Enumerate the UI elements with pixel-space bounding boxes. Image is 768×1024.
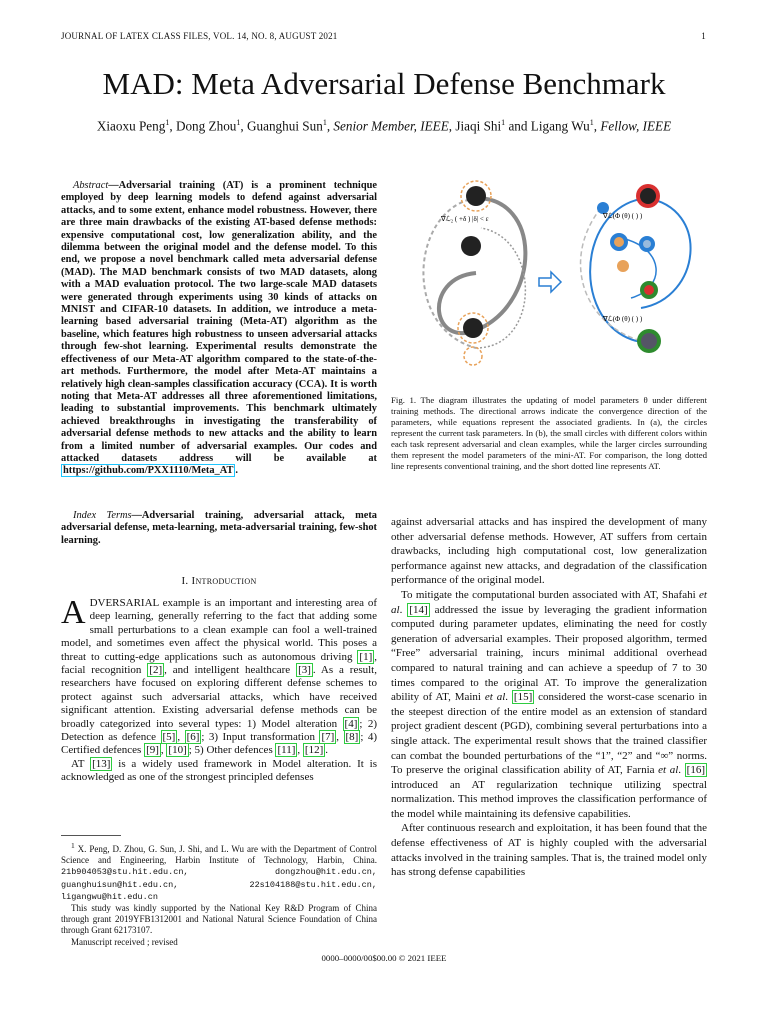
- citation-link[interactable]: [15]: [513, 691, 533, 704]
- drop-cap: A: [61, 594, 86, 631]
- task-param-circle: [466, 186, 486, 206]
- page-footer: 0000–0000/00$00.00 © 2021 IEEE: [321, 953, 447, 963]
- author: Ligang Wu: [530, 118, 590, 134]
- citation-link[interactable]: [7]: [321, 731, 335, 744]
- citation-link[interactable]: [1]: [359, 650, 373, 663]
- citation-link[interactable]: [14]: [409, 603, 428, 616]
- figure-caption: Fig. 1. The diagram illustrates the updating of model parameters θ under different training methods. The directional arrows indicate the convergence direction of the parameters, while equations represent the associated gradients. In (a), the circles represent the current task parameters. In (b), the small circles with different colors within each task represent adversarial and clean examples, while the larger circles surrounding them represent the model parameters of the mini-AT. For comparison, the long dotted line represents conventional training, and the short dotted line represents AT.: [391, 395, 707, 471]
- citation-link[interactable]: [10]: [168, 744, 187, 757]
- index-terms-label: Index Terms: [73, 510, 132, 521]
- code-link[interactable]: https://github.com/PXX1110/Meta_AT: [63, 465, 234, 477]
- author-role: Fellow, IEEE: [600, 118, 672, 134]
- author: Jiaqi Shi: [455, 118, 502, 134]
- panel-a-spiral: [423, 181, 525, 365]
- figure-1: [391, 178, 707, 388]
- panel-b-meta: [581, 184, 691, 353]
- right-column-text: against adversarial attacks and has inspired the development of many other adversarial defense methods. However, AT suffers from certain drawbacks, including high computational cost, low generalization performance against new attacks, and degradation of the classification performance of the original model. To mitigate the computational burden associated with AT, Shafahi et al. [14] addressed the issue by leveraging the gradient information computed during parameter updates, eliminating the need for costly generation of adversarial examples. Their proposed algorithm, termed “Free” adversarial training, incurs minimal additional overhead compared to natural training and can achieve a speedup of 7 to 30 times compared to the original AT. To improve the generalization ability of AT, Maini et al. [15] considered the worst-case scenario in the steepest direction of the entire model as an extension of standard project gradient descent (PGD), combining several perturbations into a single attack. The experimental result shows that the trained classifier can combat the bounded perturbations of the “1”, “2” and “∞” norms. To preserve the original classification ability of AT, Farnia et al. [16] introduced an AT regularization technique utilizing spectral normalization. This method improves the classification performance of the model while maintaining its defensive capabilities. After continuous research and exploitation, it has been found that the defense effectiveness of AT is highly coupled with the adversarial attacks involved in the training samples. That is, the trained model only has strong defense capabilities: [391, 516, 707, 879]
- gradient-label-b1: ∇ℒ(Φ (θ) ( ) ): [603, 212, 643, 220]
- citation-link[interactable]: [2]: [149, 664, 163, 677]
- citation-link[interactable]: [4]: [344, 717, 358, 730]
- mini-at-param: [617, 260, 629, 272]
- transition-arrow: [539, 272, 561, 292]
- citation-link[interactable]: [6]: [186, 731, 200, 744]
- paper-title: MAD: Meta Adversarial Defense Benchmark: [102, 66, 666, 101]
- citation-link[interactable]: [11]: [277, 744, 296, 757]
- page-number: 1: [701, 31, 706, 41]
- author: Xiaoxu Peng: [96, 118, 166, 134]
- citation-link[interactable]: [13]: [92, 757, 111, 770]
- abstract-text: —Adversarial training (AT) is a prominent technique employed by deep learning models to defend against adversarial attacks, and to some extent, enhance model robustness. However, there are three main drawbacks of the existing AT-based defense methods: expensive computational cost, low generalization ability, and the dilemma between the original model and the defense model. To this end, we propose a novel benchmark called meta adversarial defense (MAD). The MAD benchmark consists of two MAD datasets, along with a MAD evaluation protocol. The two large-scale MAD datasets were generated through experiments using 30 kinds of attacks on MNIST and CIFAR-10 datasets. In addition, we introduce a meta-learning based adversarial training (Meta-AT) algorithm as the baseline, which features high robustness to unseen adversarial attacks through few-shot learning. Experimental results demonstrate the effectiveness of our Meta-AT algorithm compared to the state-of-the-art methods. Furthermore, the model after Meta-AT maintains a relatively high clean-samples classification accuracy (CCA). It is worth noting that Meta-AT addresses all three aforementioned limitations, leading to substantial improvements. This benchmark ultimately achieved breakthroughs in investigating the transferability of adversarial defense methods to new attacks and the ability to learn from a limited number of adversarial examples. Our codes and attacked datasets address will be available at: [61, 180, 377, 464]
- author-role: Senior Member, IEEE: [333, 118, 449, 134]
- footnote: $^1$ X. Peng, D. Zhou, G. Sun, J. Shi, and L. Wu are with the Department of Control Science and Engineering, Harbin Institute of Technology, Harbin, China. 21b904053@stu.hit.edu.cn, dongzhou@hit.edu.cn, guanghuisun@hit.edu.cn, 22s104188@stu.hit.edu.cn, ligangwu@hit.edu.cn This study was kindly supported by the National Key R&D Program of China through grant 2019YFB1312001 and National Natural Science Foundation of China through Grant 62173107. Manuscript received ; revised: [61, 841, 377, 947]
- gradient-label-b2: ∇ℒ(Φ (θ) ( ) ): [603, 315, 643, 323]
- author-emails: 21b904053@stu.hit.edu.cn, dongzhou@hit.edu.cn, guanghuisun@hit.edu.cn, 22s104188@stu.hit.edu.cn, ligangwu@hit.edu.cn: [61, 867, 377, 902]
- citation-link[interactable]: [16]: [686, 764, 705, 777]
- citation-link[interactable]: [12]: [304, 744, 324, 757]
- author: Guanghui Sun: [246, 118, 323, 134]
- task-param-circle: [463, 318, 483, 338]
- citation-link[interactable]: [9]: [146, 744, 159, 757]
- figure-1-diagram: [391, 178, 707, 388]
- index-terms: [61, 510, 377, 547]
- abstract-label: Abstract: [73, 180, 109, 191]
- citation-link[interactable]: [8]: [345, 731, 359, 744]
- section-heading: I. Introduction: [181, 575, 257, 587]
- gradient-label-a: ∇ℒ₂ ( +δ ) |δ| < ε: [441, 215, 489, 223]
- abstract: Abstract—Adversarial training (AT) is a prominent technique employed by deep learning models to defend against adversarial attacks, and to some extent, enhance model robustness. However, there are three main drawbacks of the existing AT-based defense methods: expensive computational cost, low generalization ability, and the dilemma between the original model and the defense model. To this end, we propose a novel benchmark called meta adversarial defense (MAD). The MAD benchmark consists of two MAD datasets, along with a MAD evaluation protocol. The two large-scale MAD datasets were generated through experiments using 30 kinds of attacks on MNIST and CIFAR-10 datasets. In addition, we introduce a meta-learning based adversarial training (Meta-AT) algorithm as the baseline, which features high robustness to unseen adversarial attacks through few-shot learning. Experimental results demonstrate the effectiveness of our Meta-AT algorithm compared to the state-of-the-art methods. Furthermore, the model after Meta-AT maintains a relatively high clean-samples classification accuracy (CCA). It is worth noting that Meta-AT addresses all three aforementioned limitations, leading to substantial improvements. This benchmark ultimately achieved breakthroughs in investigating the transferability of adversarial defense methods to new attacks and the ability to learn from a limited number of adversarial examples. Our codes and attacked datasets address will be available at https://github.com/PXX1110/Meta_AT .: [61, 180, 377, 477]
- citation-link[interactable]: [3]: [298, 664, 311, 677]
- footnote-rule: [61, 835, 121, 836]
- author-list: Xiaoxu Peng$^1$, Dong Zhou$^1$, Guanghui Sun$^1$, Senior Member, IEEE, Jiaqi Shi$^1$ and Ligang Wu$^1$, Fellow, IEEE: [96, 118, 672, 134]
- journal-name: JOURNAL OF LATEX CLASS FILES, VOL. 14, NO. 8, AUGUST 2021: [61, 31, 338, 41]
- index-terms-text: —Adversarial training, adversarial attack, meta adversarial defense, meta-learning, meta-adversarial training, few-shot learning.: [61, 510, 377, 546]
- task-param-circle: [461, 236, 481, 256]
- author: Dong Zhou: [175, 118, 237, 134]
- citation-link[interactable]: [5]: [162, 731, 176, 744]
- running-header: [61, 31, 706, 45]
- introduction-text: ADVERSARIAL example is an important and interesting area of deep learning, generally referring to the fact that adding some small perturbations to a clean example can fool a well-trained model, and sometimes even affect the physical world. This poses a threat to cutting-edge applications such as autonomous driving [1] , facial recognition [2] , and intelligent healthcare [3] . As a result, researchers have focused on exploring different defense schemes to protect against such adversarial attacks, which have received significant attention. Existing adversarial defense methods can be broadly categorized into several types: 1) Model alteration [4] ; 2) Detection as defence [5] , [6] ; 3) Input transformation [7] , [8] ; 4) Certified defences [9] , [10] ; 5) Other defences [11] , [12] . AT [13] is a widely used framework in Model alteration. It is acknowledged as one of the strongest principled defenses: [61, 594, 378, 784]
